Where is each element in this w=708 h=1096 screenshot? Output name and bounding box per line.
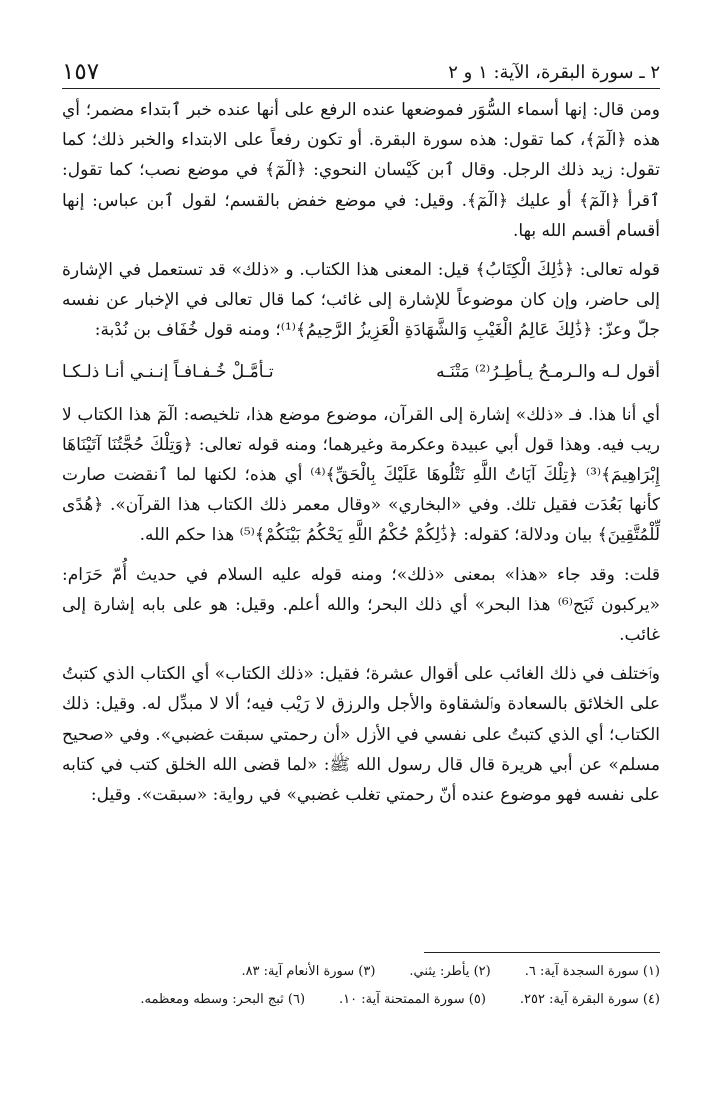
paragraph-ikhtilaf: وٱختلف في ذلك الغائب على أقوال عشرة؛ فقيل: «ذلك الكتاب» أي الكتاب الذي كتبتُ على الخلائق بالسعادة وٱلشقاوة والأجل والرزق لا رَيْب فيه؛ ألا لا مبدِّل له. وقيل: ذلك الكتاب؛ أي الذي كتبتُ على نفسي في الأزل «أن رحمتي سبقت غضبي». وفي «صحيح مسلم» عن أبي هريرة قال قال رسول الله ﷺ: «لما قضى الله الخلق كتب في كتابه على نفسه فهو موضوع عنده أنّ رحمتي تغلب غضبي» في رواية: «سبقت». وقيل: [62,664,660,806]
header-divider [62,88,660,89]
verse-first-hemistich: أقول لـه والـرمـحُ يـأطِـرُ⁽²⁾ مَتْنَـه [436,361,660,382]
footnote-5: (٥) سورة الممتحنة آية: ١٠. [339,992,486,1007]
paragraph-qultu: قلت: وقد جاء «هذا» بمعنى «ذلك»؛ ومنه قوله عليه السلام في حديث أُمّ حَرَام: «يركبون ثَبَج⁽⁶⁾ هذا البحر» أي ذلك البحر؛ والله أعلم. وقيل: هو على بابه إشارة إلى غائب. [62,564,660,646]
footnote-3: (٣) سورة الأنعام آية: ٨٣. [241,964,376,979]
paragraph-explanation: أي أنا هذا. فـ «ذلك» إشارة إلى القرآن، موضوع موضع هذا، تلخيصه: الٓمٓ هذا الكتاب لا ريب فيه. وهذا قول أبي عبيدة وعكرمة وغيرهما؛ ومنه قوله تعالى: ﴿وَتِلْكَ حُجَّتُنَا آتَيْنَاهَا إِبْرَاهِيمَ﴾⁽³⁾ ﴿تِلْكَ آيَاتُ اللَّهِ نَتْلُوهَا عَلَيْكَ بِالْحَقِّ﴾⁽⁴⁾ أي هذه؛ لكنها لما ٱنقضت صارت كأنها بَعُدَت فقيل تلك. وفي «البخاري» «وقال معمر ذلك الكتاب هذا القرآن». ﴿هُدًى لِّلْمُتَّقِينَ﴾ بيان ودلالة؛ كقوله: ﴿ذَٰلِكُمْ حُكْمُ اللَّهِ يَحْكُمُ بَيْنَكُمْ﴾⁽⁵⁾ هذا حكم الله. [62,404,660,546]
footnote-row [62,986,660,1014]
poetry-verse [62,358,660,386]
footnote-divider [424,952,660,953]
main-text [62,95,660,810]
running-title: ٢ ـ سورة البقرة، الآية: ١ و ٢ [448,61,660,83]
verse-second-hemistich: تـأمَّـلْ خُـفـافـاً إنـنـي أنـا ذلـكـا [62,361,274,382]
footnote-row [62,958,660,986]
page-number: ١٥٧ [62,59,100,85]
paragraph-alif-lam-mim: ومن قال: إنها أسماء السُّوَر فموضعها عنده الرفع على أنها عنده خبر ٱبتداء مضمر؛ أي هذه ﴿الٓمٓ﴾، كما تقول: هذه سورة البقرة. أو تكون رفعاً على الابتداء والخبر ذلك؛ كما تقول: زيد ذلك الرجل. وقال ٱبن كَيْسان النحوي: ﴿الٓمٓ﴾ في موضع نصب؛ كما تقول: ٱقرأ ﴿الٓمٓ﴾ أو عليك ﴿الٓمٓ﴾. وقيل: في موضع خفض بالقسم؛ لقول ٱبن عباس: إنها أقسام أقسم الله بها. [62,100,660,241]
footnote-2: (٢) يأطر: يثني. [409,964,491,979]
paragraph-dhalika-al-kitab: قوله تعالى: ﴿ذَٰلِكَ الْكِتَابُ﴾ قيل: المعنى هذا الكتاب. و «ذلك» قد تستعمل في الإشارة إلى حاضر، وإن كان موضوعاً للإشارة إلى غائب؛ كما قال تعالى في الإخبار عن نفسه جلّ وعزّ: ﴿ذَٰلِكَ عَالِمُ الْغَيْبِ وَالشَّهَادَةِ الْعَزِيزُ الرَّحِيمُ﴾⁽¹⁾؛ ومنه قول خُفَاف بن نُدْبة: [62,260,660,341]
footnotes [62,958,660,1014]
footnote-4: (٤) سورة البقرة آية: ٢٥٢. [519,992,660,1007]
page-header [62,54,660,90]
footnote-1: (١) سورة السجدة آية: ٦. [524,964,660,979]
footnote-6: (٦) ثبج البحر: وسطه ومعظمه. [140,992,306,1007]
